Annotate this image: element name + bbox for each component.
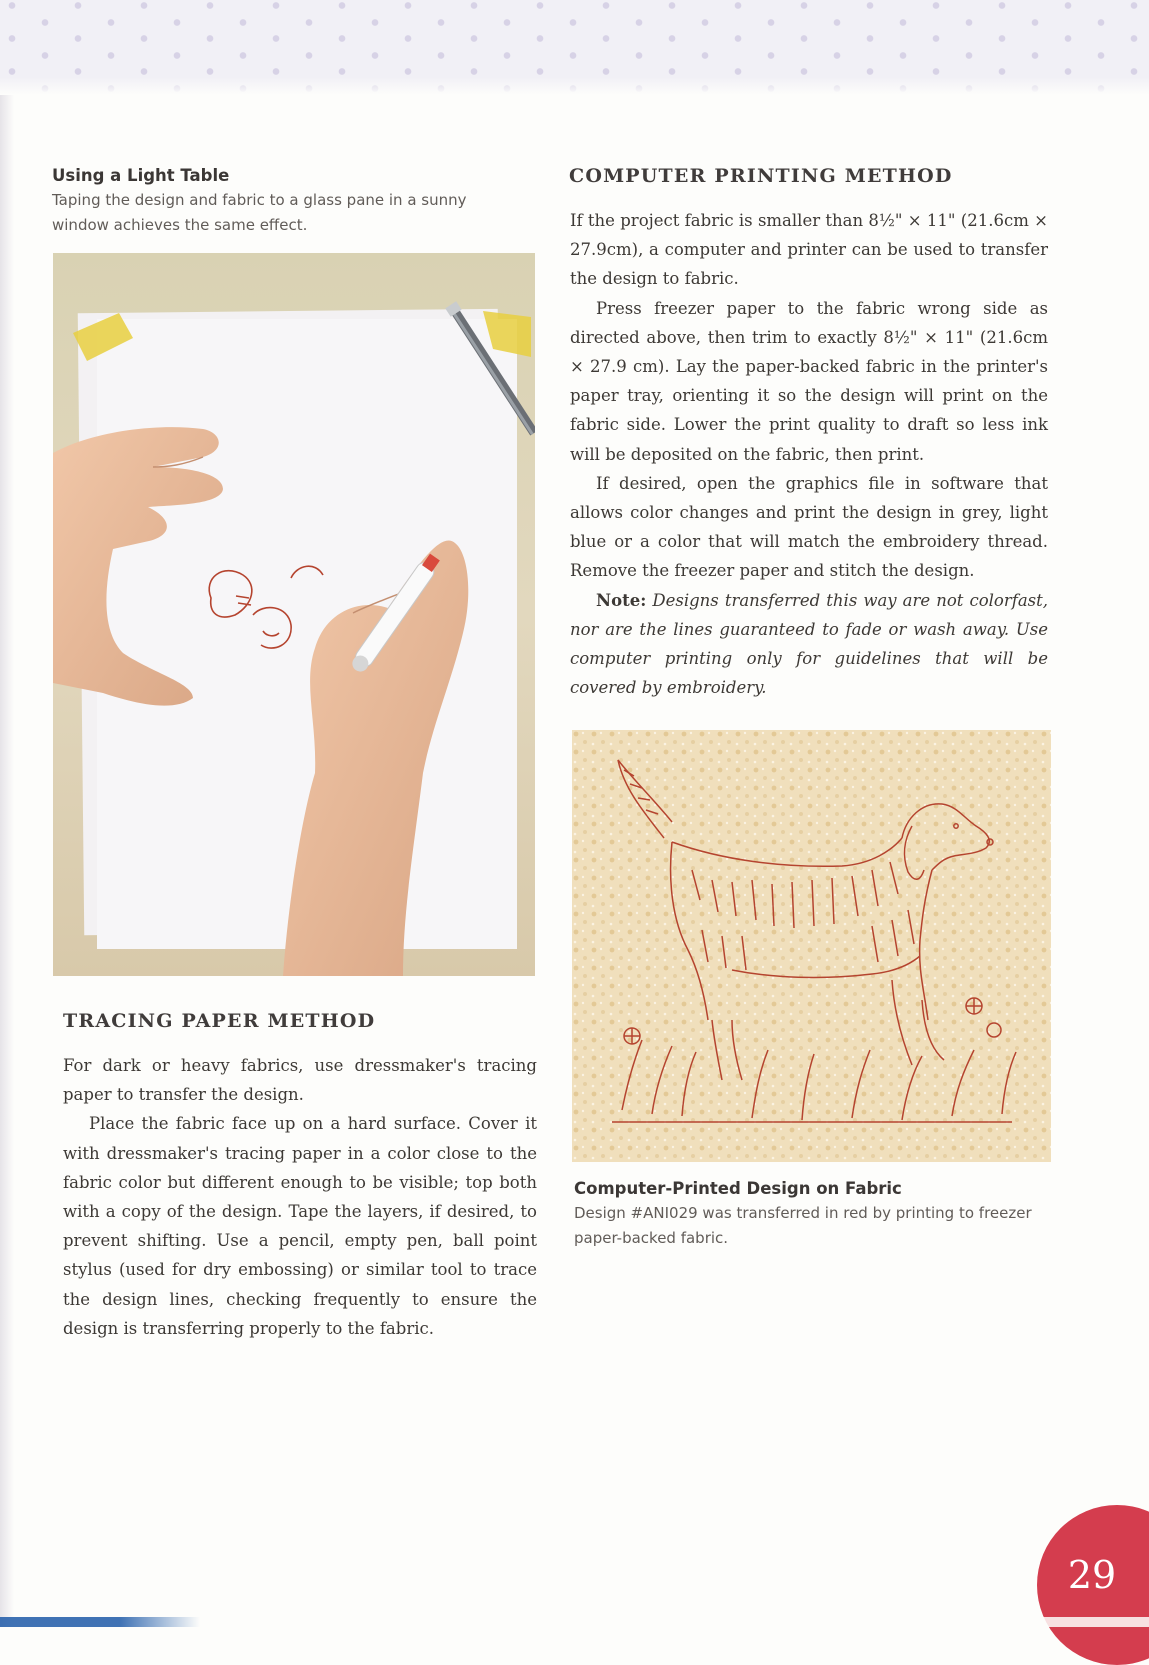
dog-caption-text: Design #ANI029 was transferred in red by printing to freezer paper-backed fabric.: [574, 1204, 1032, 1247]
note-paragraph: [570, 586, 1048, 703]
page-bottom-edge: [0, 1617, 1149, 1627]
note-label: Note:: [596, 590, 647, 610]
tracing-paragraph-2: Place the fabric face up on a hard surface. Cover it with dressmaker's tracing paper in a color close to the fabric color but different enough to be visible; top both with a copy of the design. Tape the layers, if desired, to prevent shifting. Use a pencil, empty pen, ball point stylus (used for dry embossing) or similar tool to trace the design lines, checking frequently to ensure the design is transferring properly to the fabric.: [63, 1114, 537, 1338]
tracing-paragraph-1: For dark or heavy fabrics, use dressmaker's tracing paper to transfer the design.: [63, 1056, 537, 1105]
light-table-photo: [53, 253, 535, 976]
computer-printing-body: [570, 206, 1048, 702]
light-table-caption-title: Using a Light Table: [52, 166, 230, 185]
note-text: Designs transferred this way are not colorfast, nor are the lines guaranteed to fade or wash away. Use computer printing only for guidelines that will be covered by embroidery.: [570, 590, 1049, 698]
dog-embroidery-illustration: [572, 730, 1051, 1162]
computer-paragraph-3: If desired, open the graphics file in software that allows color changes and print the design in grey, light blue or a color that will match the embroidery thread. Remove the freezer paper and stitch the design.: [570, 473, 1048, 581]
dog-caption-title: Computer-Printed Design on Fabric: [574, 1179, 902, 1198]
page-gutter-shadow: [0, 95, 14, 1627]
decorative-header-pattern: [0, 0, 1149, 95]
light-table-caption-text: Taping the design and fabric to a glass pane in a sunny window achieves the same effect.: [52, 191, 467, 234]
computer-paragraph-2: Press freezer paper to the fabric wrong side as directed above, then trim to exactly 8½" × 11" (21.6cm × 27.9 cm). Lay the paper-backed fabric in the printer's paper tray, orienting it so the design will print on the fabric side. Lower the print quality to draft so less ink will be deposited on the fabric, then print.: [570, 298, 1048, 464]
computer-paragraph-1: If the project fabric is smaller than 8½" × 11" (21.6cm × 27.9cm), a computer and printer can be used to transfer the design to fabric.: [570, 211, 1048, 289]
computer-printing-heading: COMPUTER PRINTING METHOD: [569, 165, 953, 187]
embroidered-dog-photo: [572, 730, 1051, 1162]
tracing-paper-body: [63, 1051, 537, 1343]
light-table-illustration: [53, 253, 535, 976]
page-number: 29: [1067, 1553, 1117, 1597]
tracing-paper-heading: TRACING PAPER METHOD: [63, 1010, 376, 1032]
